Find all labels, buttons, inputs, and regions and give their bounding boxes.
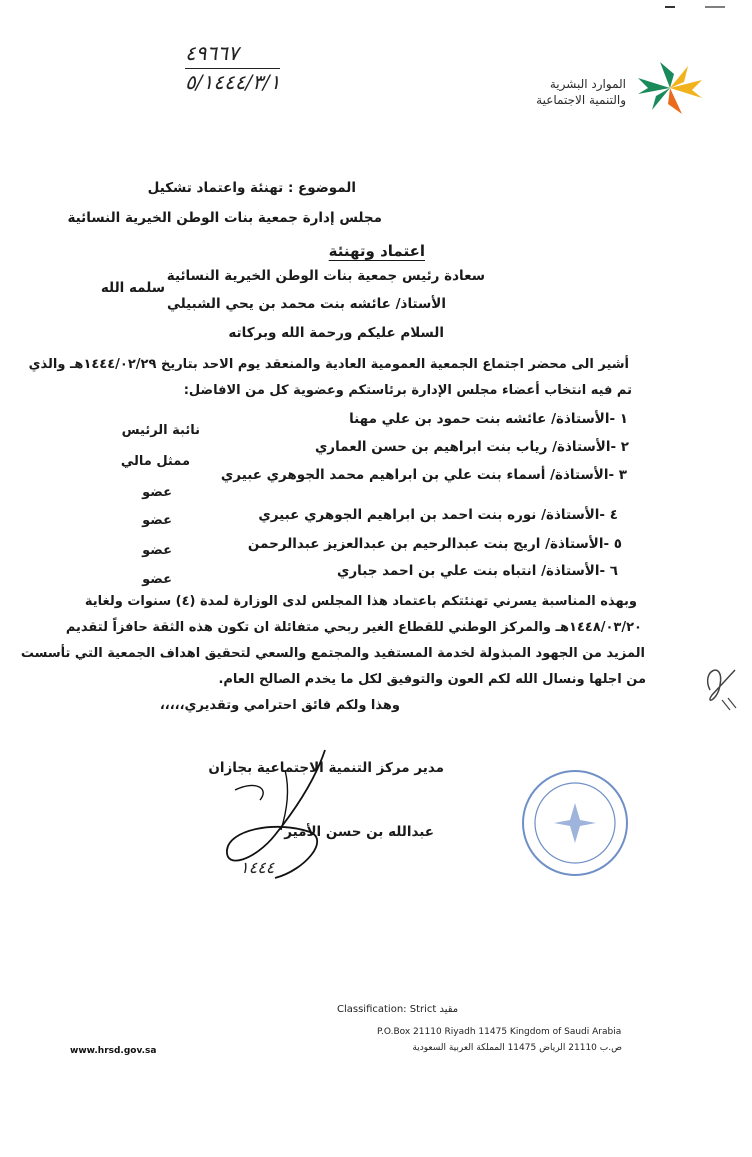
ministry-emblem-icon (630, 60, 708, 116)
logo-text-line2: والتنمية الاجتماعية (536, 93, 626, 107)
member-role: عضو (142, 543, 172, 558)
member-name: ٦ -الأستاذة/ انتباه بنت علي بن احمد جباري (336, 563, 618, 579)
closing-line-2: ١٤٤٨/٠٣/٢٠هـ والمركز الوطني للقطاع الغير ربحي متفائلة ان تكون هذه الثقة حافزاً لتقديم (65, 620, 642, 635)
addressee-greeting: سلمه الله (100, 280, 165, 296)
signatory-name: عبدالله بن حسن الأمير (284, 824, 434, 840)
handwritten-reference (185, 42, 280, 93)
website-url[interactable]: www.hrsd.gov.sa (70, 1046, 157, 1056)
member-role: عضو (142, 485, 172, 500)
body-paragraph-line-2: تم فيه انتخاب أعضاء مجلس الإدارة برئاستكم وعضوية كل من الافاضل: (183, 383, 632, 398)
member-name: ٢ -الأستاذة/ رياب بنت ابراهيم بن حسن العماري (314, 439, 629, 455)
member-role: ممثل مالي (120, 454, 190, 469)
classification-label: Classification: Strict مقيد (337, 1004, 459, 1015)
member-role: نائبة الرئيس (121, 423, 200, 438)
footer-address-en: P.O.Box 21110 Riyadh 11475 Kingdom of Saudi Arabia (377, 1027, 622, 1037)
member-role: عضو (142, 572, 172, 587)
closing-line-4: من اجلها ونسال الله لكم العون والتوفيق لكل ما يخدم الصالح العام. (218, 672, 646, 687)
logo-text-line1: الموارد البشرية (549, 77, 626, 91)
member-role: عضو (142, 513, 172, 528)
member-name: ٣ -الأستاذة/ أسماء بنت علي بن ابراهيم محمد الجوهري عبيري (220, 467, 627, 483)
member-name: ٥ -الأستاذة/ اريج بنت عبدالرحيم بن عبدالعزيز عبدالرحمن (247, 536, 622, 552)
subject-line: الموضوع : تهنئة واعتماد تشكيل (147, 180, 356, 196)
closing-line-3: المزيد من الجهود المبذولة لخدمة المستفيد والمجتمع والسعي لتحقيق اهداف الجمعية التي تأسست (20, 646, 645, 661)
subject-line-2: مجلس إدارة جمعية بنات الوطن الخيرية النسائية (67, 210, 382, 226)
signature-icon (215, 740, 345, 890)
addressee-name: الأستاذ/ عائشه بنت محمد بن يحي الشبيلي (167, 296, 446, 312)
official-stamp-icon (520, 768, 630, 878)
handwritten-year: ١٤٤٤ (240, 858, 275, 877)
signatory-title: مدير مركز التنمية الاجتماعية بجازان (208, 760, 444, 776)
body-paragraph-line-1: أشير الى محضر اجتماع الجمعية العمومية العادية والمنعقد يوم الاحد بتاريخ ١٤٤٤/٠٢/٢٩هـ والذي (28, 357, 629, 372)
handwritten-ref-number: ٤٩٦٦٧ (185, 41, 239, 65)
closing-line-5: وهذا ولكم فائق احترامي وتقديري،،،،، (159, 698, 400, 713)
member-name: ١ -الأستاذة/ عائشه بنت حمود بن علي مهنا (349, 411, 628, 427)
addressee-line: سعادة رئيس جمعية بنات الوطن الخيرية النسائية (166, 268, 485, 284)
closing-line-1: وبهذه المناسبة يسرني تهنئتكم باعتماد هذا المجلس لدى الوزارة لمدة (٤) سنوات ولغاية (84, 594, 637, 609)
member-name: ٤ -الأستاذة/ نوره بنت احمد بن ابراهيم الجوهري عبيري (258, 507, 618, 523)
scan-mark (665, 4, 725, 10)
salam-line: السلام عليكم ورحمة الله وبركاته (228, 325, 444, 341)
handwritten-ref-date: ٥/١٤٤٤/٣/١ (185, 70, 281, 94)
ministry-logo (508, 60, 708, 116)
margin-initial-icon (700, 650, 740, 720)
footer-address-ar: ص.ب 21110 الرياض 11475 المملكة العربية السعودية (412, 1043, 622, 1053)
letter-heading: اعتماد وتهنئة (328, 242, 425, 260)
